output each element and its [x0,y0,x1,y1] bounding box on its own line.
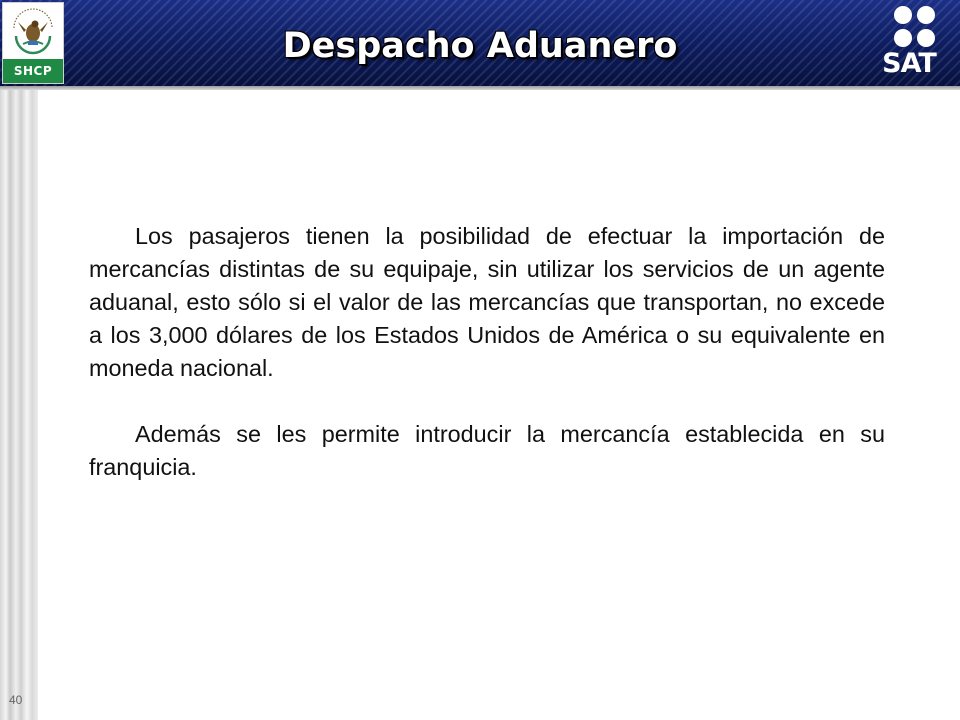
sat-dots-icon [890,4,940,52]
left-decorative-rail [0,90,38,720]
sat-label: SAT [882,48,936,79]
body-paragraph: Además se les permite introducir la mercancía establecida en su franquicia. [89,421,885,480]
body-paragraph: Los pasajeros tienen la posibilidad de efectuar la importación de mercancías distintas de su equipaje, sin utilizar los servicios de un agente aduanal, esto sólo si el valor de las mercancías que transportan, no excede a los 3,000 dólares de los Estados Unidos de América o su equivalente en moneda nacional. [89,223,885,381]
slide-body [89,220,885,484]
header-divider [0,86,960,90]
header-bar [0,0,960,86]
sat-logo [872,4,946,82]
slide-number: 40 [9,693,23,707]
page-title: Despacho Aduanero [282,26,678,66]
shcp-label: SHCP [3,59,63,83]
